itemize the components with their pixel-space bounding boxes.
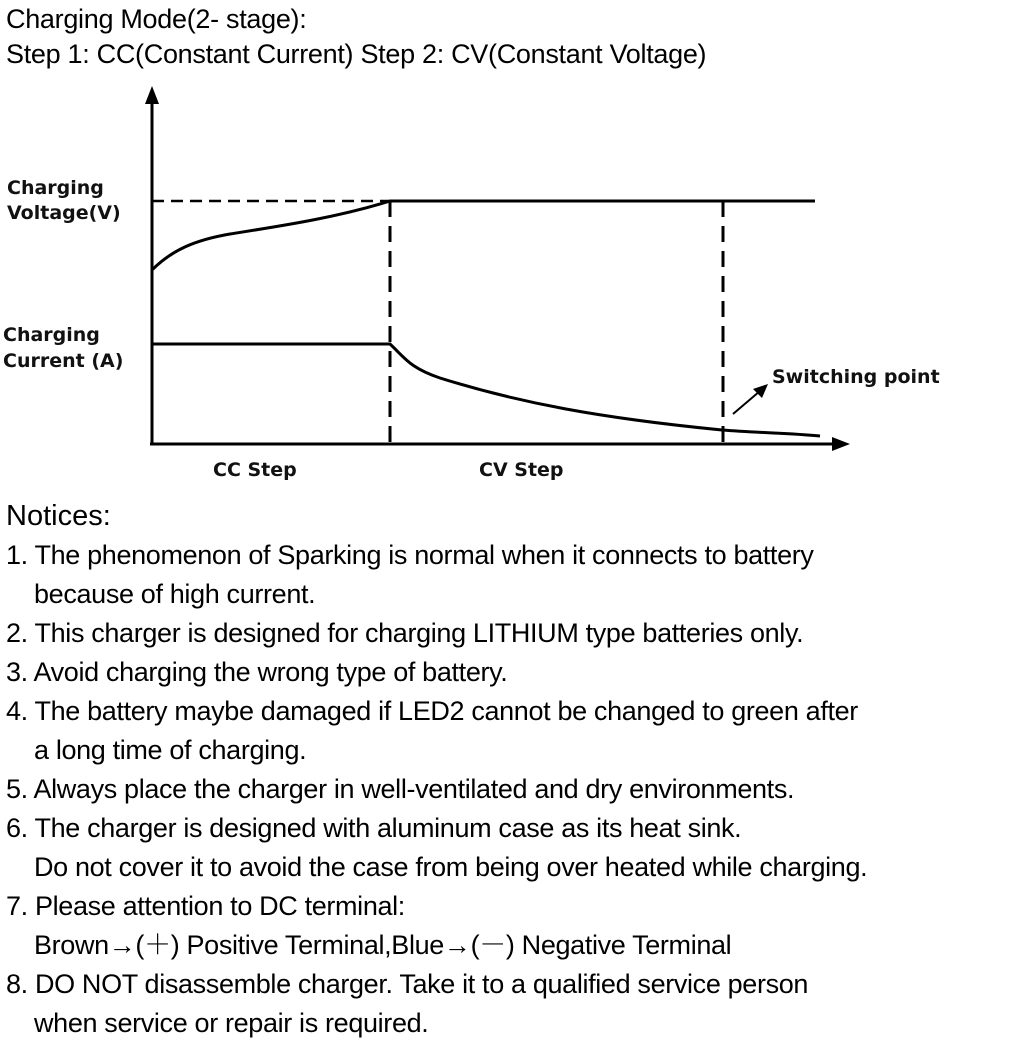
x-axis-arrow <box>832 437 850 451</box>
notices-list <box>6 536 867 1043</box>
notice-line: 1. The phenomenon of Sparking is normal when it connects to battery <box>6 540 814 570</box>
notice-item <box>6 770 867 809</box>
cv-step-label: CV Step <box>479 459 564 481</box>
charging-curve-diagram <box>0 75 1024 495</box>
notice-continuation: Do not cover it to avoid the case from being over heated while charging. <box>34 852 868 882</box>
voltage-curve <box>152 201 815 270</box>
notice-item <box>6 692 867 770</box>
notice-line: 5. Always place the charger in well-ventilated and dry environments. <box>6 774 795 804</box>
notice-continuation: when service or repair is required. <box>34 1008 429 1038</box>
notice-item <box>6 536 867 614</box>
notice-line: 4. The battery maybe damaged if LED2 cannot be changed to green after <box>6 696 858 726</box>
page-title: Charging Mode(2- stage): <box>6 4 307 34</box>
notice-item <box>6 809 867 887</box>
notice-item <box>6 653 867 692</box>
notice-item <box>6 965 867 1043</box>
notice-line: 7. Please attention to DC terminal: <box>6 891 405 921</box>
switching-point-label: Switching point <box>772 366 940 388</box>
y-axis-arrow <box>145 86 159 104</box>
notice-item <box>6 887 867 965</box>
cc-step-label: CC Step <box>213 459 297 481</box>
notices-heading: Notices: <box>6 500 111 532</box>
notice-continuation: Brown→(＋) Positive Terminal,Blue→(－) Negative Terminal <box>34 930 732 960</box>
notice-line: 6. The charger is designed with aluminum case as its heat sink. <box>6 813 742 843</box>
current-curve <box>152 344 820 436</box>
notice-line: 3. Avoid charging the wrong type of battery. <box>6 657 508 687</box>
notice-continuation: because of high current. <box>34 579 316 609</box>
notice-item <box>6 614 867 653</box>
notice-line: 8. DO NOT disassemble charger. Take it to a qualified service person <box>6 969 809 999</box>
voltage-label-line1: Charging <box>7 177 104 199</box>
current-label-line2: Current (A) <box>3 350 124 372</box>
page-subtitle: Step 1: CC(Constant Current) Step 2: CV(Constant Voltage) <box>6 39 707 69</box>
switching-point-arrow-line <box>733 391 760 414</box>
notice-continuation: a long time of charging. <box>34 735 307 765</box>
voltage-label-line2: Voltage(V) <box>7 202 121 224</box>
notice-line: 2. This charger is designed for charging LITHIUM type batteries only. <box>6 618 804 648</box>
current-label-line1: Charging <box>3 324 100 346</box>
